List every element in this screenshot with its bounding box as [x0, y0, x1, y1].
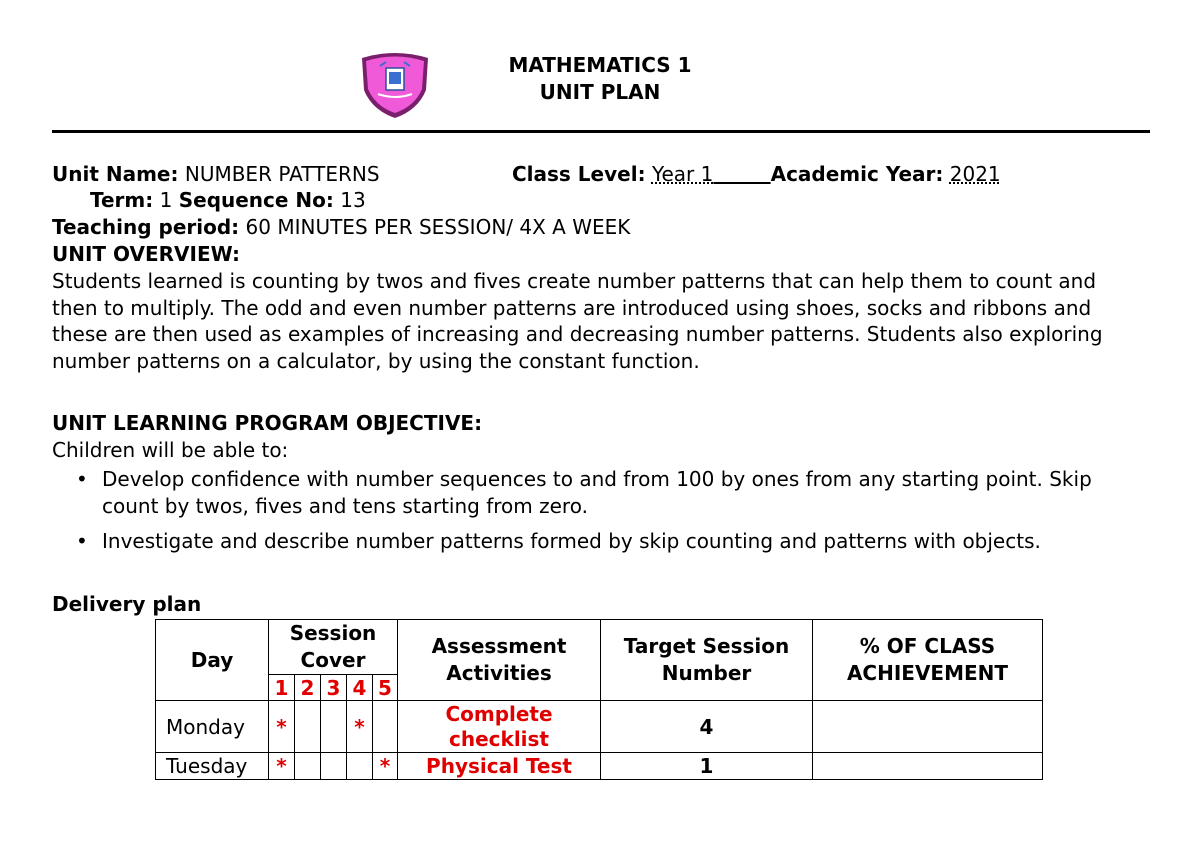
objective-item: • Investigate and describe number patterns formed by skip counting and patterns with objects. [52, 528, 1142, 555]
sequence-value: 13 [340, 188, 366, 212]
school-crest-logo [356, 50, 434, 120]
col-session-cover-header: Session Cover [269, 620, 398, 675]
session-mark [295, 753, 321, 780]
unit-name-row [52, 161, 380, 187]
day-cell: Tuesday [156, 753, 269, 780]
term-value: 1 [159, 188, 173, 212]
sequence-label: Sequence No: [178, 188, 334, 212]
objective-heading: UNIT LEARNING PROGRAM OBJECTIVE: [52, 411, 483, 435]
class-level-blank [713, 162, 770, 186]
session-number: 5 [373, 675, 398, 701]
overview-text: Students learned is counting by twos and fives create number patterns that can help them to count and then to multiply. The odd and even number patterns are introduced using shoes, socks and ribbons and these are then used as examples of increasing and decreasing number patterns. Students also exploring number patterns on a calculator, by using the constant function. [52, 269, 1103, 373]
target-cell: 4 [601, 701, 813, 753]
session-mark [321, 701, 347, 753]
class-level-row [512, 161, 1001, 187]
session-mark [347, 753, 373, 780]
title-line-type: UNIT PLAN [539, 80, 661, 104]
title-line-subject: MATHEMATICS 1 [508, 53, 692, 77]
session-number: 3 [321, 675, 347, 701]
achievement-cell [813, 753, 1043, 780]
academic-year-label: Academic Year: [770, 162, 944, 186]
table-header-row [156, 620, 1043, 675]
term-label: Term: [90, 188, 154, 212]
day-cell: Monday [156, 701, 269, 753]
term-row [90, 187, 366, 213]
teaching-period-value: 60 MINUTES PER SESSION/ 4X A WEEK [245, 215, 631, 239]
assessment-cell: Physical Test [398, 753, 601, 780]
table-row [156, 753, 1043, 780]
objective-item: • Develop confidence with number sequences to and from 100 by ones from any starting point. Skip count by twos, fives and tens starting from zero. [52, 466, 1142, 519]
objective-intro: Children will be able to: [52, 438, 289, 462]
col-day-header: Day [156, 620, 269, 701]
session-mark: * [269, 753, 295, 780]
document-title [440, 52, 760, 106]
achievement-cell [813, 701, 1043, 753]
target-cell: 1 [601, 753, 813, 780]
col-achievement-header: % OF CLASS ACHIEVEMENT [813, 620, 1043, 701]
academic-year-value: 2021 [949, 162, 1001, 186]
unit-name-label: Unit Name: [52, 162, 179, 186]
session-number: 4 [347, 675, 373, 701]
session-mark: * [269, 701, 295, 753]
session-number: 1 [269, 675, 295, 701]
session-mark [295, 701, 321, 753]
session-mark: * [347, 701, 373, 753]
objective-list [52, 466, 1142, 555]
delivery-plan-table [155, 619, 1043, 780]
table-row [156, 701, 1043, 753]
class-level-value: Year 1 [651, 162, 714, 186]
unit-name-value: NUMBER PATTERNS [184, 162, 380, 186]
class-level-label: Class Level: [512, 162, 646, 186]
session-mark [321, 753, 347, 780]
teaching-period-row [52, 214, 630, 240]
teaching-period-label: Teaching period: [52, 215, 240, 239]
overview-heading: UNIT OVERVIEW: [52, 242, 241, 266]
col-target-header: Target Session Number [601, 620, 813, 701]
col-assessment-header: Assessment Activities [398, 620, 601, 701]
session-number: 2 [295, 675, 321, 701]
delivery-plan-heading: Delivery plan [52, 592, 202, 616]
assessment-cell: Complete checklist [398, 701, 601, 753]
header-divider [52, 130, 1150, 133]
session-mark [373, 701, 398, 753]
session-mark: * [373, 753, 398, 780]
